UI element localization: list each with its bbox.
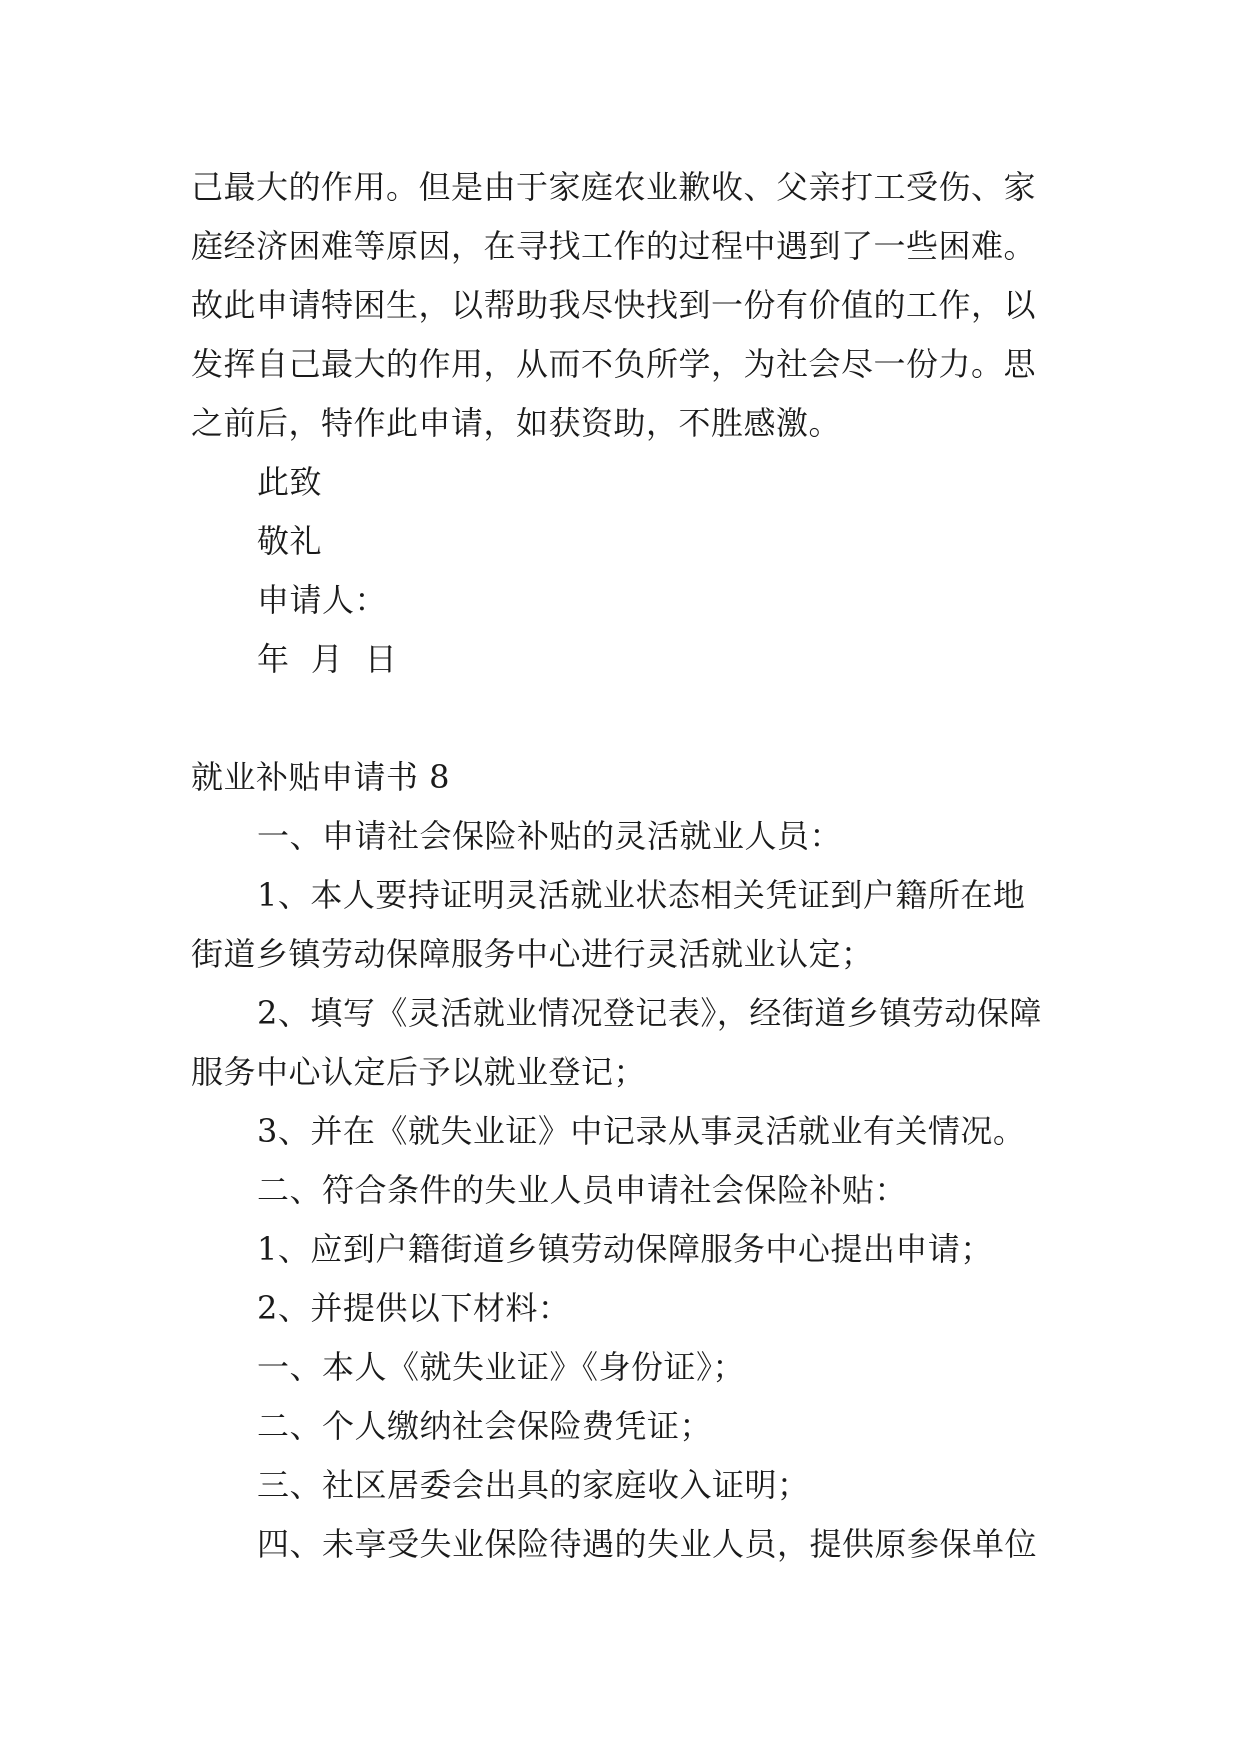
date-line: 年 月 日 <box>257 640 398 678</box>
section-text-line: 服务中心认定后予以就业登记； <box>191 1053 647 1091</box>
section-text-line: 一、本人《就失业证》《身份证》； <box>257 1348 746 1386</box>
section-text-line: 1、本人要持证明灵活就业状态相关凭证到户籍所在地 <box>257 876 1026 914</box>
section-text-line: 一、申请社会保险补贴的灵活就业人员： <box>257 817 843 855</box>
body-text-line: 己最大的作用。但是由于家庭农业歉收、父亲打工受伤、家 <box>191 168 1037 206</box>
body-text-line: 庭经济困难等原因，在寻找工作的过程中遇到了一些困难。 <box>191 227 1037 265</box>
body-text-line: 故此申请特困生，以帮助我尽快找到一份有价值的工作，以 <box>191 286 1037 324</box>
section-text-line: 街道乡镇劳动保障服务中心进行灵活就业认定； <box>191 935 874 973</box>
section-text-line: 2、填写《灵活就业情况登记表》，经街道乡镇劳动保障 <box>257 994 1042 1032</box>
body-text-line: 发挥自己最大的作用，从而不负所学，为社会尽一份力。思 <box>191 345 1037 383</box>
section-text-line: 3、并在《就失业证》中记录从事灵活就业有关情况。 <box>257 1112 1026 1150</box>
section-text-line: 二、个人缴纳社会保险费凭证； <box>257 1407 713 1445</box>
closing-regards: 敬礼 <box>257 522 323 560</box>
section-title: 就业补贴申请书 8 <box>191 758 451 796</box>
closing-salutation: 此致 <box>257 463 323 501</box>
section-text-line: 2、并提供以下材料： <box>257 1289 571 1327</box>
section-text-line: 三、社区居委会出具的家庭收入证明； <box>257 1466 810 1504</box>
section-text-line: 二、符合条件的失业人员申请社会保险补贴： <box>257 1171 908 1209</box>
section-text-line: 1、应到户籍街道乡镇劳动保障服务中心提出申请； <box>257 1230 993 1268</box>
body-text-line: 之前后，特作此申请，如获资助，不胜感激。 <box>191 404 842 442</box>
applicant-label: 申请人： <box>257 581 388 619</box>
section-text-line: 四、未享受失业保险待遇的失业人员，提供原参保单位 <box>257 1525 1038 1563</box>
